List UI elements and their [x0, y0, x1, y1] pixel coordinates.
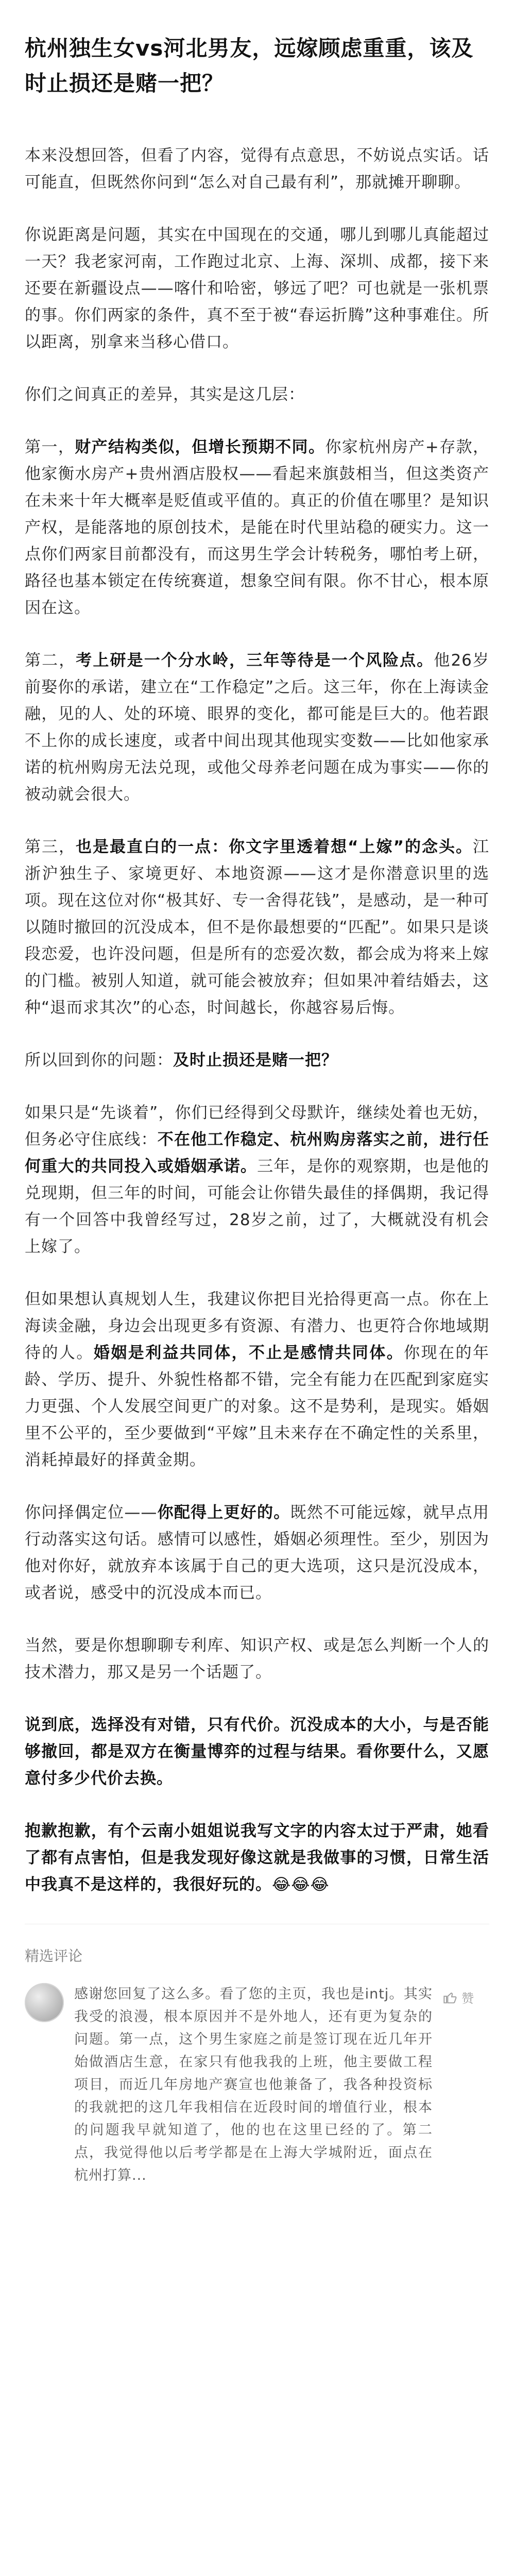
paragraph-text: 江浙沪独生子、家境更好、本地资源——这才是你潜意识里的选项。现在这位对你“极其好、专一舍得花钱”，是感动，是一种可以随时撤回的沉没成本，但不是你最想要的“匹配”。如果只是谈段恋爱，也许没问题，但是所有的恋爱次数，都会成为将来上嫁的门槛。被别人知道，就可能会被放弃；但如果冲着结婚去，这种“退而求其次”的心态，时间越长，你越容易后悔。 [25, 838, 489, 1017]
like-label: 赞 [461, 1991, 474, 2006]
article-paragraph [25, 1047, 489, 1074]
paragraph-text: 你们之间真正的差异，其实是这几层： [25, 385, 305, 404]
article-paragraph [25, 1632, 489, 1686]
paragraph-text: 但如果想认真规划人生，我建议你把目光拾得更高一点。你在上海读金融，身边会出现更多有资源、有潜力、也更符合你地域期待的人。 [25, 1290, 489, 1362]
article-paragraph [25, 834, 489, 1021]
article-title: 杭州独生女vs河北男友，远嫁顾虑重重，该及时止损还是赌一把？ [25, 36, 474, 96]
article-paragraph [25, 142, 489, 196]
comment-body [74, 1983, 433, 2187]
avatar[interactable] [25, 1983, 64, 2022]
paragraph-text: 第三， [25, 838, 76, 856]
emphasis-text: 不在他工作稳定、杭州购房落实之前，进行任何重大的共同投入或婚姻承诺。 [25, 1130, 490, 1176]
article-paragraph [25, 1499, 489, 1606]
article-paragraph [25, 1818, 489, 1898]
emphasis-text: 及时止损还是赌一把？ [173, 1051, 338, 1070]
article-paragraph [25, 1099, 489, 1260]
article-paragraph [25, 647, 489, 808]
emphasis-text: 抱歉抱歉，有个云南小姐姐说我写文字的内容太过于严肃，她看了都有点害怕，但是我发现好像这就是我做事的习惯，日常生活中我真不是这样的，我很好玩的。😂😂😂 [25, 1822, 489, 1894]
paragraph-text: 既然不可能远嫁，就早点用行动落实这句话。感情可以感性，婚姻必须理性。至少，别因为他对你好，就放弃本该属于自己的更大选项，这只是沉没成本，或者说，感受中的沉没成本而已。 [25, 1503, 490, 1602]
emphasis-text: 说到底，选择没有对错，只有代价。沉没成本的大小，与是否能够撤回，都是双方在衡量博弈的过程与结果。看你要什么，又愿意付多少代价去换。 [25, 1716, 489, 1788]
paragraph-text: 你问择偶定位—— [25, 1503, 158, 1522]
paragraph-text: 你说距离是问题，其实在中国现在的交通，哪儿到哪儿真能超过一天？我老家河南，工作跑过北京、上海、深圳、成都，接下来还要在新疆设点——喀什和哈密，够远了吧？可也就是一张机票的事。你们两家的条件，真不至于被“春运折腾”这种事难住。所以距离，别拿来当移心借口。 [25, 226, 489, 351]
comments-section-label: 精选评论 [25, 1947, 83, 1964]
paragraph-text: 三年，是你的观察期，也是他的兑现期，但三年的时间，可能会让你错失最佳的择偶期，我记得有一个回答中我曾经写过，28岁之前，过了，大概就没有机会上嫁了。 [25, 1157, 490, 1256]
paragraph-text: 如果只是“先谈着”，你们已经得到父母默许，继续处着也无妨，但务必守住底线： [25, 1104, 489, 1149]
paragraph-text: 本来没想回答，但看了内容，觉得有点意思，不妨说点实话。话可能直，但既然你问到“怎么对自己最有利”，那就摊开聊聊。 [25, 146, 489, 192]
emphasis-text: 也是最直白的一点：你文字里透着想“上嫁”的念头。 [76, 838, 473, 856]
paragraph-text: 当然，要是你想聊聊专利库、知识产权、或是怎么判断一个人的技术潜力，那又是另一个话题了。 [25, 1636, 489, 1682]
paragraph-text: 他26岁前娶你的承诺，建立在“工作稳定”之后。这三年，你在上海读金融，见的人、处的环境、眼界的变化，都可能是巨大的。他若跟不上你的成长速度，或者中间出现其他现实变数——比如他家承诺的杭州购房无法兑现，或他父母养老问题在成为事实——你的被动就会很大。 [25, 651, 490, 804]
article-paragraph [25, 1711, 489, 1792]
comments-section [25, 1945, 489, 2187]
paragraph-text: 第一， [25, 438, 75, 456]
emphasis-text: 你配得上更好的。 [157, 1503, 290, 1522]
paragraph-text: 你现在的年龄、学历、提升、外貌性格都不错，完全有能力在匹配到家庭实力更强、个人发展空间更广的对象。这不是势利，是现实。婚姻里不公平的，至少要做到“平嫁”且未来存在不确定性的关系里，消耗掉最好的择黄金期。 [25, 1344, 490, 1469]
emphasis-text: 财产结构类似，但增长预期不同。 [75, 438, 325, 456]
paragraph-text: 你家杭州房产+存款，他家衡水房产+贵州酒店股权——看起来旗鼓相当，但这类资产在未来十年大概率是贬值或平值的。真正的价值在哪里？是知识产权，是能落地的原创技术，是能在时代里站稳的硬实力。这一点你们两家目前都没有，而这男生学会计转税务，哪怕考上研，路径也基本锁定在传统赛道，想象空间有限。你不甘心，根本原因在这。 [25, 438, 490, 617]
article-paragraph [25, 222, 489, 355]
paragraph-text: 所以回到你的问题： [25, 1051, 173, 1070]
article-paragraph [25, 381, 489, 408]
thumbs-up-icon [443, 1990, 457, 2005]
emphasis-text: 婚姻是利益共同体，不止是感情共同体。 [93, 1344, 404, 1362]
article-paragraph [25, 434, 489, 621]
like-button[interactable] [443, 1983, 489, 2006]
emphasis-text: 考上研是一个分水岭，三年等待是一个风险点。 [76, 651, 434, 670]
comment-text: 感谢您回复了这么多。看了您的主页，我也是intj。其实我受的浪漫，根本原因并不是外地人，还有更为复杂的问题。第一点，这个男生家庭之前是签订现在近几年开始做酒店生意，在家只有他我我的上班，他主要做工程项目，而近几年房地产赛宣也他兼备了，我各种投资标的我就把的这几年我相信在近段时间的增值行业，根本的问题我早就知道了，他的也在这里已经的了。第二点，我觉得他以后考学都是在上海大学城附近，面点在杭州打算... [74, 1986, 433, 2183]
comment-item [25, 1983, 489, 2187]
paragraph-text: 第二， [25, 651, 76, 670]
article-paragraph [25, 1286, 489, 1473]
article-body [25, 142, 489, 1898]
